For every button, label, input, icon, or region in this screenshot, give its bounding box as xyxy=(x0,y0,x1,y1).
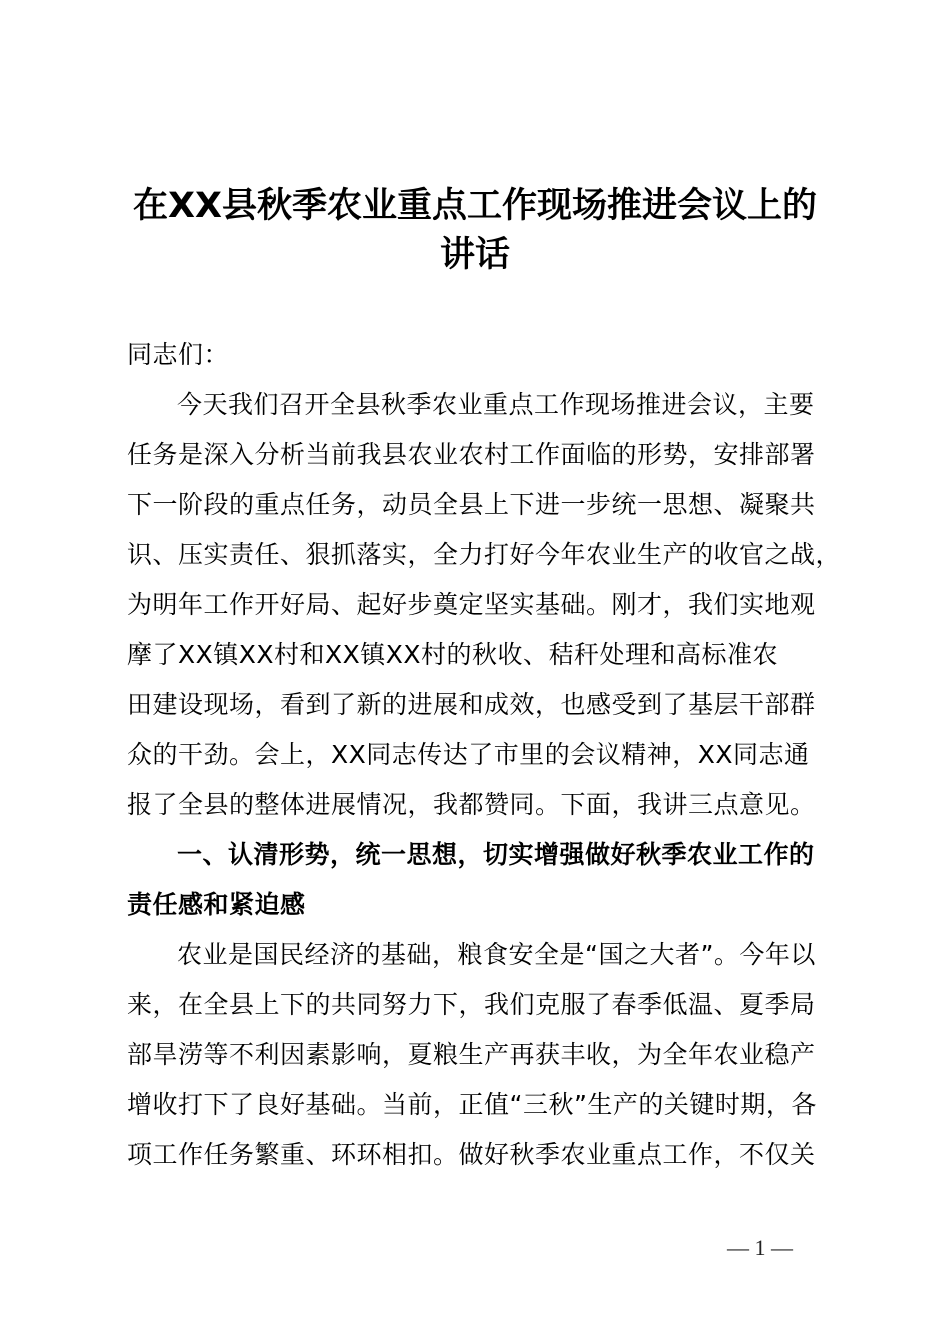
section-heading-1-line-2: 责任感和紧迫感 xyxy=(127,890,306,919)
paragraph-1-line-9: 报了全县的整体进展情况，我都赞同。下面，我讲三点意见。 xyxy=(127,790,816,819)
paragraph-2-line-3: 部旱涝等不利因素影响，夏粮生产再获丰收，为全年农业稳产 xyxy=(127,1040,816,1069)
paragraph-2-line-2: 来，在全县上下的共同努力下，我们克服了春季低温、夏季局 xyxy=(127,990,816,1019)
paragraph-1-line-2: 任务是深入分析当前我县农业农村工作面临的形势，安排部署 xyxy=(127,440,816,469)
page-number: — 1 — xyxy=(727,1235,793,1260)
section-heading-1-line-1: 一、认清形势，统一思想，切实增强做好秋季农业工作的 xyxy=(177,840,815,869)
paragraph-1-line-3: 下一阶段的重点任务，动员全县上下进一步统一思想、凝聚共 xyxy=(127,490,816,519)
paragraph-1-line-4: 识、压实责任、狠抓落实，全力打好今年农业生产的收官之战， xyxy=(127,540,842,569)
paragraph-1-line-5: 为明年工作开好局、起好步奠定坚实基础。刚才，我们实地观 xyxy=(127,590,816,619)
salutation: 同志们： xyxy=(127,340,230,369)
document-title-line-2: 讲话 xyxy=(439,235,510,275)
document-title-line-1: 在XX县秋季农业重点工作现场推进会议上的 xyxy=(133,186,817,226)
paragraph-2-line-1: 农业是国民经济的基础，粮食安全是“国之大者”。今年以 xyxy=(177,940,816,969)
paragraph-2-line-5: 项工作任务繁重、环环相扣。做好秋季农业重点工作，不仅关 xyxy=(127,1140,816,1169)
paragraph-2-line-4: 增收打下了良好基础。当前，正值“三秋”生产的关键时期，各 xyxy=(127,1090,817,1119)
paragraph-1-line-6: 摩了XX镇XX村和XX镇XX村的秋收、秸秆处理和高标准农 xyxy=(127,640,779,669)
paragraph-1-line-1: 今天我们召开全县秋季农业重点工作现场推进会议，主要 xyxy=(177,390,815,419)
paragraph-1-line-7: 田建设现场，看到了新的进展和成效，也感受到了基层干部群 xyxy=(127,690,816,719)
paragraph-1-line-8: 众的干劲。会上，XX同志传达了市里的会议精神，XX同志通 xyxy=(127,740,810,769)
